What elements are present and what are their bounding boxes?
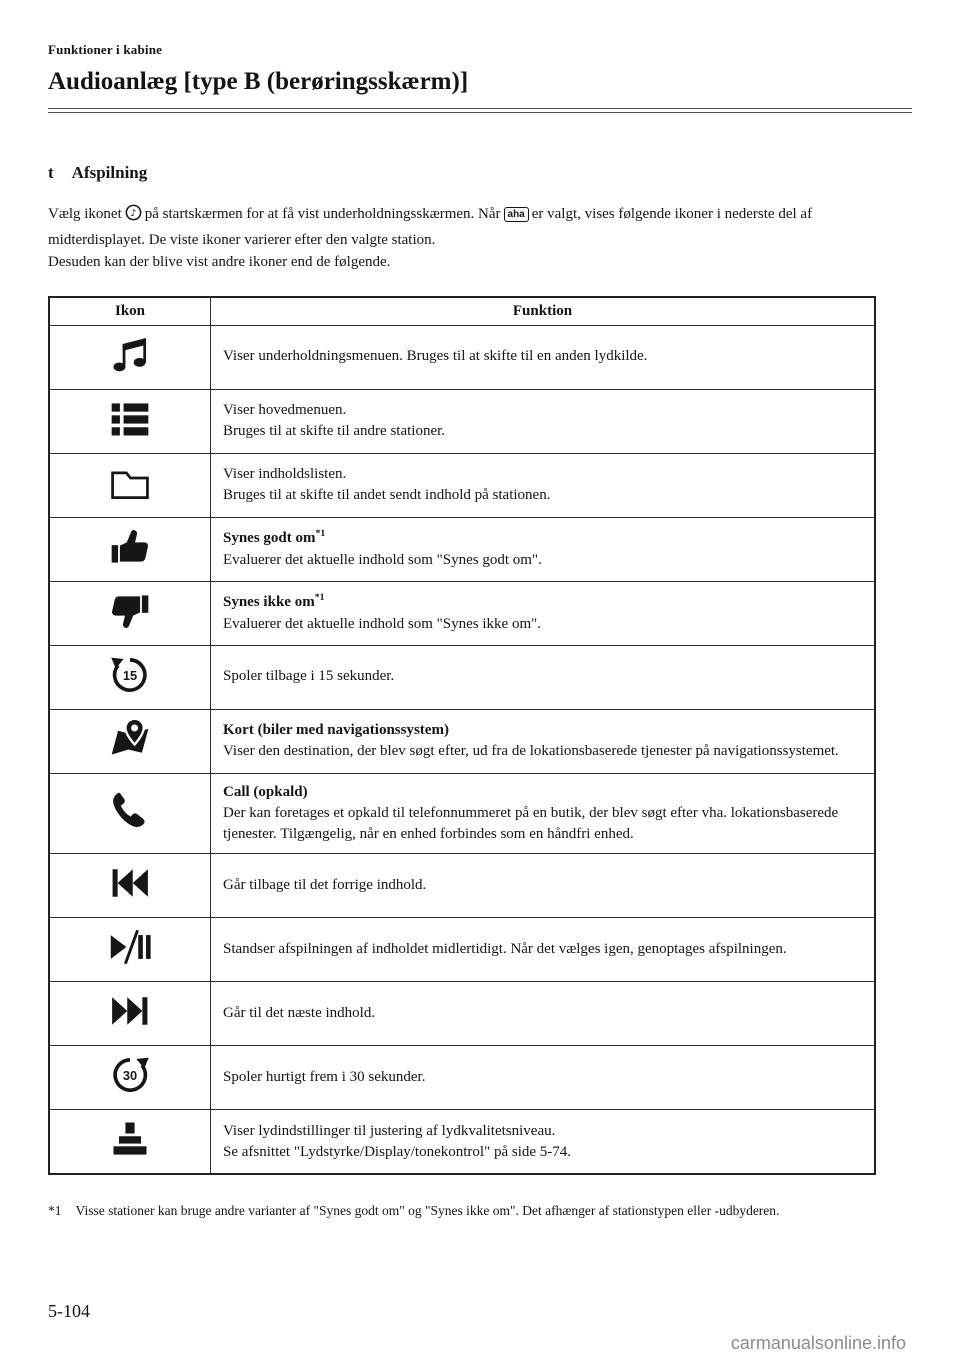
- icon-cell: [49, 982, 211, 1046]
- thumbs-up-icon: [108, 556, 152, 573]
- table-row: [49, 982, 875, 1046]
- section-marker: t: [48, 163, 54, 182]
- function-text: Bruges til at skifte til andet sendt indhold på stationen.: [223, 487, 551, 503]
- icon-cell: [49, 854, 211, 918]
- icon-cell: [49, 709, 211, 773]
- svg-text:15: 15: [122, 667, 138, 683]
- music-note-icon: [108, 364, 152, 381]
- function-text: Viser indholdslisten.: [223, 465, 347, 482]
- table-row: [49, 453, 875, 517]
- intro-text: Vælg ikonet: [48, 206, 122, 222]
- table-header: [49, 297, 875, 326]
- function-text: Spoler tilbage i 15 sekunder.: [223, 668, 395, 685]
- function-cell: [211, 453, 876, 517]
- section-title: Afspilning: [71, 163, 148, 182]
- play-pause-icon: [108, 956, 152, 973]
- icon-cell: [49, 1046, 211, 1110]
- function-text: Viser den destination, der blev søgt efter, ud fra de lokationsbaserede tjenester på navigationssystemet.: [223, 743, 839, 759]
- sound-settings-icon: [108, 1148, 152, 1165]
- function-title: Call (opkald): [223, 783, 308, 800]
- icon-cell: [49, 581, 211, 645]
- intro-text: er valgt, vises følgende ikoner i nederste del af midterdisplayet. De viste ikoner varierer efter den valgte station.: [48, 206, 813, 248]
- function-cell: [211, 982, 876, 1046]
- icon-cell: [49, 325, 211, 389]
- function-title: Synes godt $om^{*1}$: [223, 528, 326, 547]
- icon-cell: [49, 389, 211, 453]
- function-title: Synes ikke $om^{*1}$: [223, 592, 325, 611]
- function-cell: [211, 918, 876, 982]
- icon-function-table: [48, 296, 876, 1176]
- function-text: Bruges til at skifte til andre stationer.: [223, 423, 446, 439]
- function-text: Se afsnittet "Lydstyrke/Display/tonekontrol" på side 5-74.: [223, 1143, 572, 1160]
- icon-cell: [49, 453, 211, 517]
- section-heading: [48, 163, 912, 183]
- column-header-funktion: Funktion: [211, 297, 876, 326]
- next-track-icon: [108, 1020, 152, 1037]
- icon-cell: [49, 1110, 211, 1175]
- footnote-text: Visse stationer kan bruge andre varianter af "Synes godt om" og "Synes ikke om". Det afhænger af stationstypen eller -udbyderen.: [75, 1203, 780, 1219]
- footnote: [48, 1201, 848, 1221]
- footnote-marker: *1: [48, 1203, 62, 1219]
- footnote-ref: *1: [314, 592, 325, 604]
- column-header-ikon: Ikon: [49, 297, 211, 326]
- title-rule: [48, 108, 912, 113]
- function-cell: [211, 325, 876, 389]
- function-text: Viser hovedmenuen.: [223, 401, 347, 418]
- intro-paragraph: [48, 203, 906, 251]
- function-cell: [211, 389, 876, 453]
- function-cell: [211, 854, 876, 918]
- function-cell: [211, 1046, 876, 1110]
- table-row: [49, 773, 875, 854]
- function-cell: [211, 581, 876, 645]
- function-text: Evaluerer det aktuelle indhold som "Synes godt om".: [223, 551, 542, 568]
- page-number: 5-104: [48, 1301, 90, 1321]
- function-text: Der kan foretages et opkald til telefonnummeret på en butik, der blev søgt efter vha. lokationsbaserede tjenester. Tilgængelig, når en enhed forbindes som en håndfri enhed.: [223, 804, 839, 843]
- table-row: [49, 389, 875, 453]
- table-row: [49, 1046, 875, 1110]
- intro-text: på startskærmen for at få vist underholdningsskærmen. Når: [144, 206, 501, 222]
- table-row: [49, 709, 875, 773]
- intro: [48, 203, 906, 274]
- function-cell: [211, 517, 876, 581]
- table-row: [49, 1110, 875, 1175]
- table-row: [49, 918, 875, 982]
- table-row: [49, 854, 875, 918]
- function-text: Viser underholdningsmenuen. Bruges til at skifte til en anden lydkilde.: [223, 348, 648, 365]
- function-text: Går til det næste indhold.: [223, 1005, 376, 1022]
- rewind-15-icon: [108, 667, 152, 701]
- table-row: [49, 517, 875, 581]
- entertainment-icon: [125, 204, 142, 229]
- function-text: Går tilbage til det forrige indhold.: [223, 877, 427, 894]
- function-text: Viser lydindstillinger til justering af lydkvalitetsniveau.: [223, 1122, 556, 1139]
- svg-text:30: 30: [122, 1068, 138, 1084]
- footnote-ref: *1: [315, 528, 326, 540]
- table-row: [49, 645, 875, 709]
- function-cell: [211, 1110, 876, 1175]
- folder-icon: [108, 492, 152, 509]
- icon-cell: [49, 645, 211, 709]
- table-row: [49, 325, 875, 389]
- table-header-row: [49, 297, 875, 326]
- watermark: carmanualsonline.info: [730, 1333, 906, 1353]
- function-cell: [211, 773, 876, 854]
- icon-cell: [49, 918, 211, 982]
- phone-icon: [108, 820, 152, 837]
- intro-paragraph-2: Desuden kan der blive vist andre ikoner end de følgende.: [48, 254, 391, 270]
- icon-cell: [49, 517, 211, 581]
- icon-cell: [49, 773, 211, 854]
- map-pin-icon: [108, 748, 152, 765]
- function-text: Evaluerer det aktuelle indhold som "Synes ikke om".: [223, 615, 542, 632]
- function-text: Spoler hurtigt frem i 30 sekunder.: [223, 1069, 426, 1086]
- section-label: Funktioner i kabine: [48, 42, 163, 57]
- table-body: [49, 325, 875, 1174]
- thumbs-down-icon: [108, 620, 152, 637]
- aha-logo-icon: aha: [504, 207, 529, 222]
- svg-text:♪: ♪: [130, 207, 137, 219]
- previous-track-icon: [108, 892, 152, 909]
- function-cell: [211, 645, 876, 709]
- page-title: Audioanlæg [type B (berøringsskærm)]: [48, 68, 469, 95]
- function-title: Kort (biler med navigationssystem): [223, 721, 449, 738]
- table-row: [49, 581, 875, 645]
- function-cell: [211, 709, 876, 773]
- main-menu-icon: [108, 428, 152, 445]
- fast-forward-30-icon: [108, 1068, 152, 1101]
- function-text: Standser afspilningen af indholdet midlertidigt. Når det vælges igen, genoptages afspilningen.: [223, 941, 787, 958]
